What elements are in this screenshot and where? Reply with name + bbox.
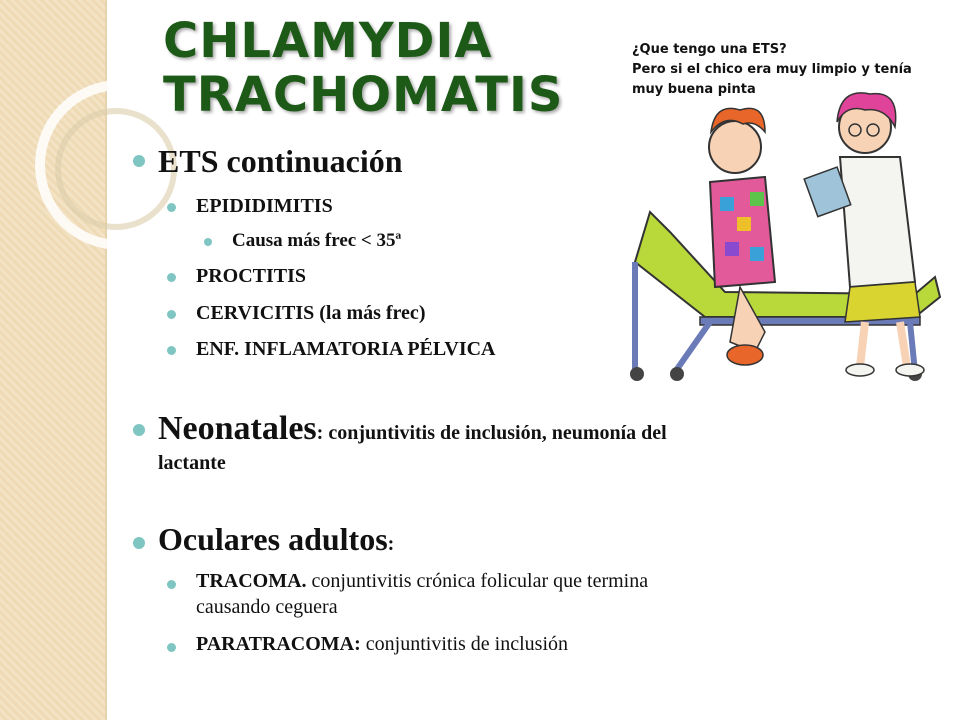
bullet-dot xyxy=(133,537,145,549)
paratracoma-text: conjuntivitis de inclusión xyxy=(360,633,569,655)
bullet-dot xyxy=(167,346,176,355)
caption-line-2: Pero si el chico era muy limpio y tenía xyxy=(632,62,912,77)
item-cervicitis: CERVICITIS (la más frec) xyxy=(196,302,426,324)
neonatales-line xyxy=(158,410,667,448)
oculares-line xyxy=(158,521,394,558)
bullet-dot xyxy=(204,238,212,246)
tracoma-line xyxy=(196,570,648,593)
oculares-colon: : xyxy=(387,533,395,555)
bullet-dot xyxy=(167,310,176,319)
tracoma-label: TRACOMA. xyxy=(196,570,307,592)
oculares-heading: Oculares adultos xyxy=(158,521,388,557)
item-causa: Causa más frec < 35ª xyxy=(232,230,402,251)
neonatales-heading: Neonatales xyxy=(158,410,317,447)
bullet-dot xyxy=(133,424,145,436)
bullet-dot xyxy=(167,643,176,652)
bullet-dot xyxy=(167,203,176,212)
item-epididimitis: EPIDIDIMITIS xyxy=(196,195,333,217)
slide-title xyxy=(163,14,563,122)
paratracoma-line xyxy=(196,633,568,656)
neonatales-line-2: lactante xyxy=(158,452,226,474)
bullet-dot xyxy=(133,155,145,167)
paratracoma-label: PARATRACOMA: xyxy=(196,633,361,655)
tracoma-line-2: causando ceguera xyxy=(196,596,338,618)
tracoma-text: conjuntivitis crónica folicular que termina xyxy=(306,570,649,592)
bullet-dot xyxy=(167,273,176,282)
item-proctitis: PROCTITIS xyxy=(196,265,307,287)
bullet-dot xyxy=(167,580,176,589)
caption-line-1: ¿Que tengo una ETS? xyxy=(632,42,787,57)
neonatales-text: : conjuntivitis de inclusión, neumonía del xyxy=(316,422,667,444)
title-line-2: TRACHOMATIS xyxy=(163,67,564,123)
cartoon-caption xyxy=(632,40,932,100)
ets-heading: ETS continuación xyxy=(158,143,403,179)
caption-line-3: muy buena pinta xyxy=(632,82,756,97)
title-line-1: CHLAMYDIA xyxy=(163,13,493,69)
item-enf-inflamatoria: ENF. INFLAMATORIA PÉLVICA xyxy=(196,338,496,360)
